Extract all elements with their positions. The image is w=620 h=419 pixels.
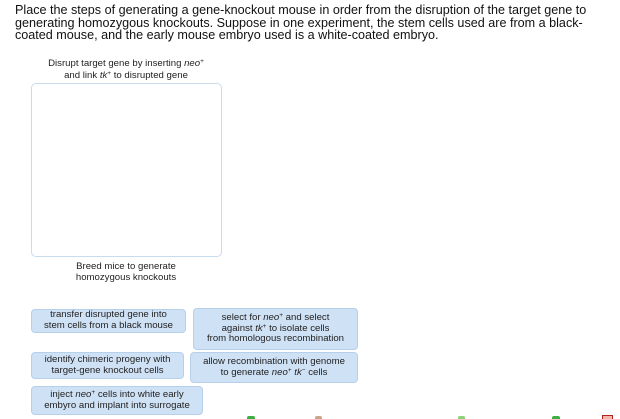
question-prompt: Place the steps of generating a gene-knockout mouse in order from the disruption of the target gene to generating homozygous knockouts. Suppose in one experiment, the stem cells used are from a black-coated mouse, and the early mouse embryo used is a white-coated embryo. bbox=[15, 3, 587, 42]
step-chip-select[interactable]: select for neo+ and select against tk+ to isolate cells from homologous recombination bbox=[193, 308, 358, 350]
start-label-line1: Disrupt target gene by inserting neo+ bbox=[48, 58, 204, 69]
answer-drop-zone[interactable] bbox=[31, 83, 222, 257]
step-chip-identify[interactable]: identify chimeric progeny with target-gene knockout cells bbox=[31, 352, 184, 379]
sequence-end-label: Breed mice to generate homozygous knockouts bbox=[75, 261, 177, 283]
step-chip-allow[interactable]: allow recombination with genome to generate neo+ tk− cells bbox=[190, 352, 358, 383]
step-chip-transfer[interactable]: transfer disrupted gene into stem cells from a black mouse bbox=[31, 309, 186, 333]
start-label-line2: and link tk+ to disrupted gene bbox=[64, 70, 188, 81]
red-box-icon[interactable] bbox=[602, 415, 613, 419]
step-chip-inject[interactable]: inject neo+ cells into white early embyro and implant into surrogate bbox=[31, 386, 203, 415]
sequence-start-label bbox=[28, 58, 224, 82]
